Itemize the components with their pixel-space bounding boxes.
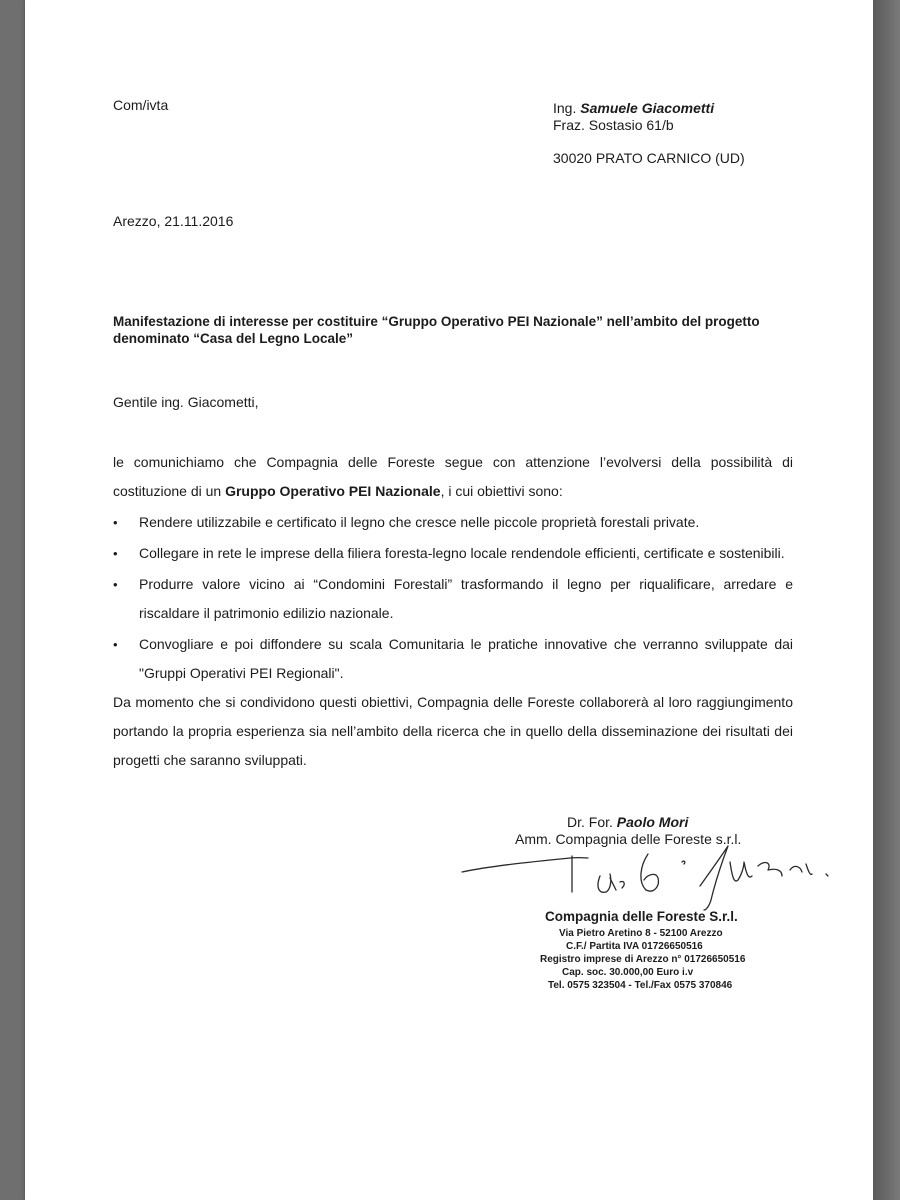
stamp-address: Via Pietro Aretino 8 - 52100 Arezzo [559,928,723,939]
list-item [113,570,793,628]
stamp-phone: Tel. 0575 323504 - Tel./Fax 0575 370846 [548,980,733,991]
list-item [113,539,793,568]
intro-paragraph [113,448,793,506]
salutation: Gentile ing. Giacometti, [113,394,259,410]
stamp-register: Registro imprese di Arezzo n° 01726650516 [540,954,746,965]
list-item-text: Rendere utilizzabile e certificato il legno che cresce nelle piccole proprietà forestali private. [139,514,700,530]
recipient-name-line [553,99,714,117]
intro-text-start: le comunichiamo che Compagnia delle Foreste segue con attenzione l’evolversi della possibilità di costituzione di un [113,454,793,499]
stamp-company-name: Compagnia delle Foreste S.r.l. [545,909,738,924]
letter-reference: Com/ivta [113,97,169,113]
bullet-icon: • [113,546,118,561]
subject-line-1: Manifestazione di interesse per costituire “Gruppo Operativo PEI Nazionale” nell’ambito del progetto [113,314,760,329]
place-date: Arezzo, 21.11.2016 [113,213,234,229]
intro-text-bold: Gruppo Operativo PEI Nazionale [225,483,441,499]
bullet-icon: • [113,637,118,652]
intro-text-end: , i cui obiettivi sono: [440,483,563,499]
recipient-street: Fraz. Sostasio 61/b [553,117,674,133]
closing-paragraph: Da momento che si condividono questi obiettivi, Compagnia delle Foreste collaborerà al loro raggiungimento portando la propria esperienza sia nell’ambito della ricerca che in quello della disseminazione dei risultati dei progetti che saranno sviluppati. [113,694,793,768]
signatory-name: Paolo Mori [616,814,689,830]
list-item [113,630,793,688]
list-item [113,508,793,537]
scan-edge-shadow [873,0,900,1200]
signatory-name-line [567,813,688,831]
recipient-name: Samuele Giacometti [580,100,715,116]
document-page [25,0,873,1200]
bullet-icon: • [113,515,118,530]
signatory-title: Dr. For. [567,814,613,830]
list-item-text: Collegare in rete le imprese della filiera foresta-legno locale rendendole efficienti, certificate e sostenibili. [139,545,785,561]
bullet-icon: • [113,577,118,592]
signatory-role: Amm. Compagnia delle Foreste s.r.l. [515,831,742,847]
handwritten-signature [460,836,850,911]
list-item-text: Produrre valore vicino ai “Condomini Forestali” trasformando il legno per riqualificare, arredare e riscaldare il patrimonio edilizio nazionale. [139,576,793,621]
objectives-list [113,508,793,688]
recipient-city: 30020 PRATO CARNICO (UD) [553,150,745,166]
subject-line-2: denominato “Casa del Legno Locale” [113,331,354,346]
stamp-vat: C.F./ Partita IVA 01726650516 [566,941,703,952]
recipient-title: Ing. [553,100,577,116]
list-item-text: Convogliare e poi diffondere su scala Comunitaria le pratiche innovative che verranno sviluppate dai "Gruppi Operativi PEI Regionali". [139,636,793,681]
stamp-capital: Cap. soc. 30.000,00 Euro i.v [562,967,694,978]
